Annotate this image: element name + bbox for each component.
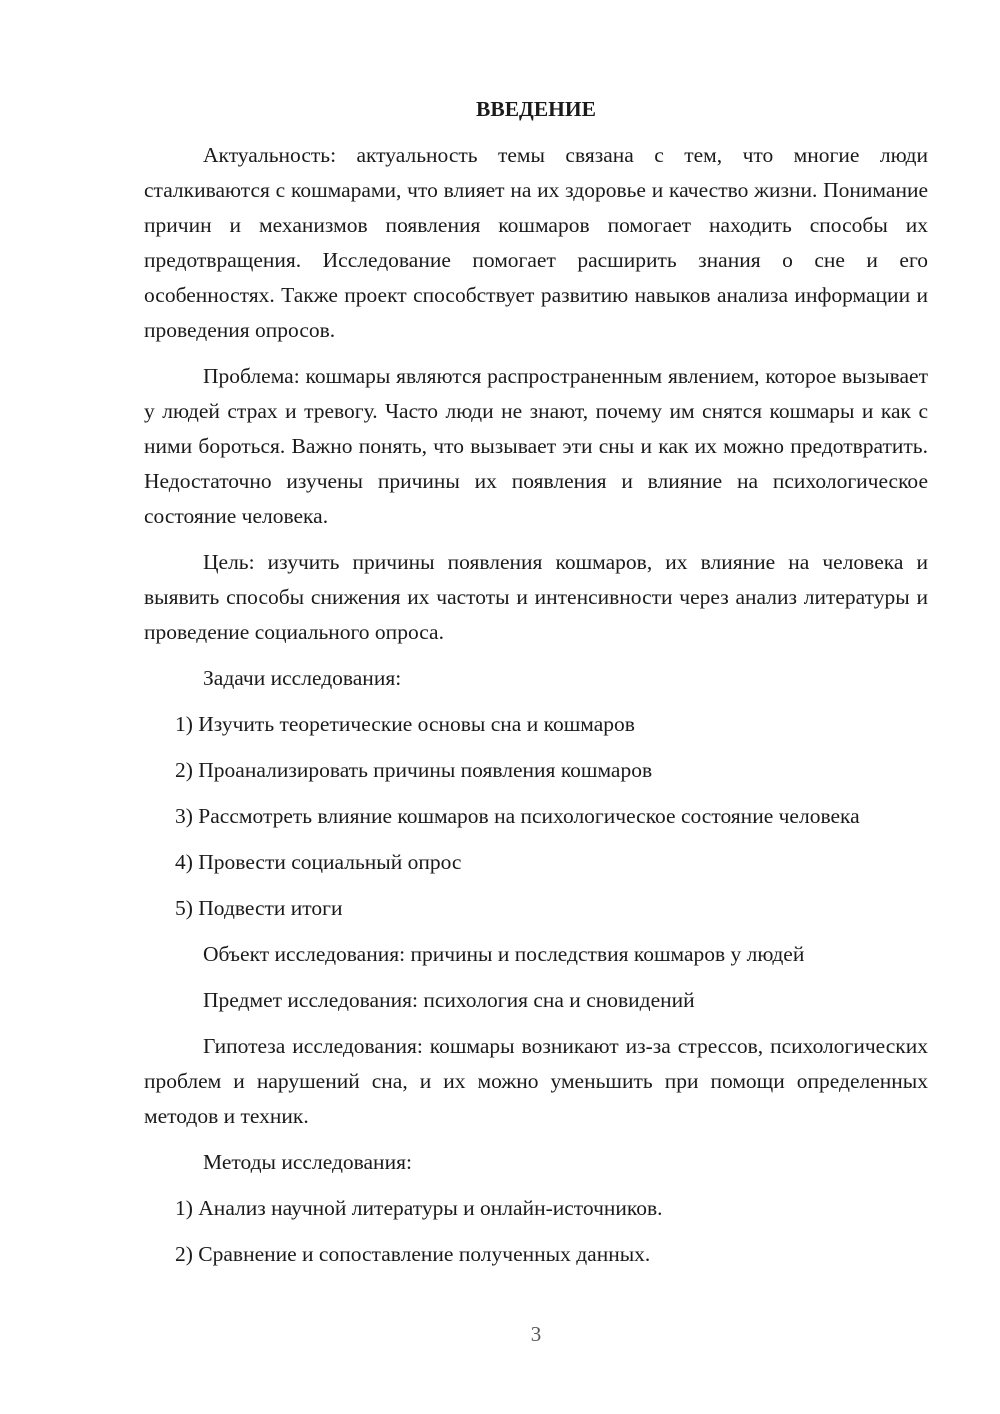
task-item-4: 4) Провести социальный опрос [175,850,462,874]
relevance-paragraph: Актуальность: актуальность темы связана с тем, что многие люди сталкиваются с кошмарами, что влияет на их здоровье и качество жизни. Понимание причин и механизмов появления кошмаров помогает находить способы их предотвращения. Исследование помогает расширить знания о сне и его особенностях. Также проект способствует развитию навыков анализа информации и проведения опросов. [144,143,928,342]
task-item-1: 1) Изучить теоретические основы сна и кошмаров [175,712,635,736]
task-item-3: 3) Рассмотреть влияние кошмаров на психологическое состояние человека [175,804,860,828]
method-item-2: 2) Сравнение и сопоставление полученных данных. [175,1242,651,1266]
page-number: 3 [530,1322,542,1346]
task-item-2: 2) Проанализировать причины появления кошмаров [175,758,653,782]
goal-paragraph: Цель: изучить причины появления кошмаров, их влияние на человека и выявить способы снижения их частоты и интенсивности через анализ литературы и проведение социального опроса. [144,550,928,644]
document-page [144,92,928,1283]
subject-paragraph: Предмет исследования: психология сна и сновидений [203,988,695,1012]
tasks-label: Задачи исследования: [203,666,402,690]
methods-label: Методы исследования: [203,1150,412,1174]
page-title: ВВЕДЕНИЕ [476,97,596,121]
problem-paragraph: Проблема: кошмары являются распространенным явлением, которое вызывает у людей страх и тревогу. Часто люди не знают, почему им снятся кошмары и как с ними бороться. Важно понять, что вызывает эти сны и как их можно предотвратить. Недостаточно изучены причины их появления и влияние на психологическое состояние человека. [144,364,928,528]
object-paragraph: Объект исследования: причины и последствия кошмаров у людей [203,942,805,966]
task-item-5: 5) Подвести итоги [175,896,343,920]
hypothesis-paragraph: Гипотеза исследования: кошмары возникают из-за стрессов, психологических проблем и нарушений сна, и их можно уменьшить при помощи определенных методов и техник. [144,1034,928,1128]
method-item-1: 1) Анализ научной литературы и онлайн-источников. [175,1196,663,1220]
